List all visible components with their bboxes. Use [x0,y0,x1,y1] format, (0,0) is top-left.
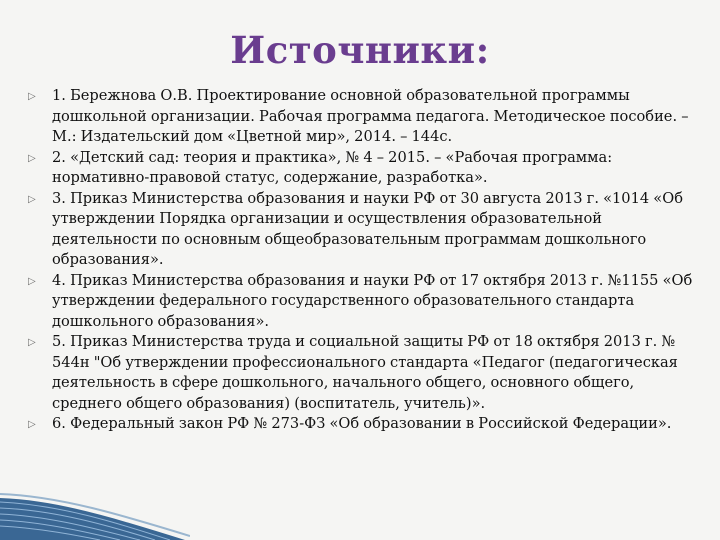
list-item [28,86,700,148]
triangle-right-icon: ▷ [28,152,36,164]
source-text: 2. «Детский сад: теория и практика», № 4 – 2015. – «Рабочая программа: нормативно-правовой статус, содержание, разработка». [52,148,613,186]
triangle-right-icon: ▷ [28,275,36,287]
list-item [28,148,700,189]
triangle-right-icon: ▷ [28,337,36,348]
source-text: 5. Приказ Министерства труда и социальной защиты РФ от 18 октября 2013 г. № 544н "Об утверждении профессионального стандарта «Педагог (педагогическая деятельность в сфере дошкольного, начального общего, основного общего, среднего общего образования) (воспитатель, учитель)». [52,333,678,412]
list-item [28,332,700,414]
slide-title: Источники: [230,28,490,72]
triangle-right-icon: ▷ [28,419,36,430]
source-text: 4. Приказ Министерства образования и науки РФ от 17 октября 2013 г. №1155 «Об утверждении федерального государственного образовательного стандарта дошкольного образования». [52,271,693,330]
source-text: 1. Бережнова О.В. Проектирование основной образовательной программы дошкольной организации. Рабочая программа педагога. Методическое пособие. – М.: Издательский дом «Цветной мир», 2014. – 144с. [52,87,689,145]
list-item [28,271,700,333]
triangle-right-icon: ▷ [28,91,36,102]
sources-list [28,86,700,435]
triangle-right-icon: ▷ [28,193,36,205]
source-text: 6. Федеральный закон РФ № 273-ФЗ «Об образовании в Российской Федерации». [52,415,672,432]
corner-decoration [0,450,190,540]
list-item [28,189,700,271]
list-item [28,414,700,435]
source-text: 3. Приказ Министерства образования и науки РФ от 30 августа 2013 г. «1014 «Об утверждении Порядка организации и осуществления образовательной деятельности по основным общеобразовательным программам дошкольного образования». [52,189,683,268]
